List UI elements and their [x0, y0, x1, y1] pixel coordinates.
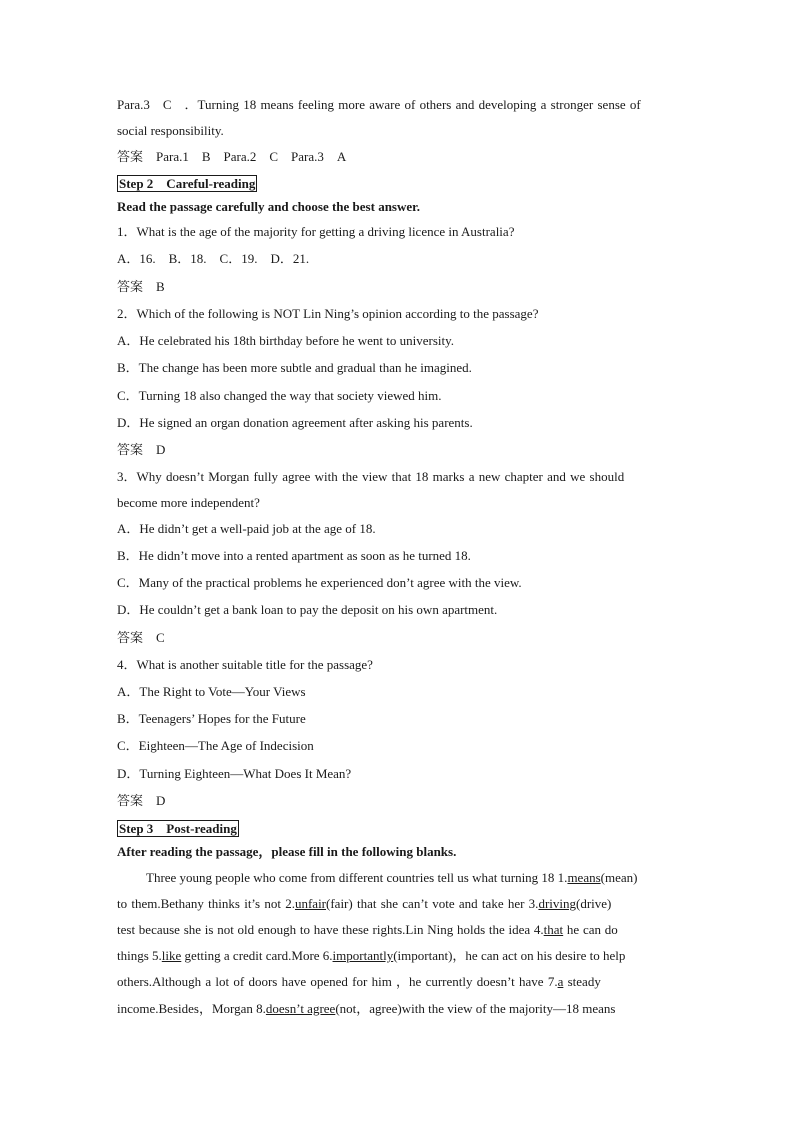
passage-text: things 5. [117, 948, 162, 963]
q1-question: 1．What is the age of the majority for getting a driving licence in Australia? [117, 224, 515, 239]
para3-line1: Para.3 C ．Turning 18 means feeling more aware of others and developing a stronger sense of [117, 97, 641, 112]
blank-6: importantly [332, 948, 394, 963]
q3-option-d: D．He couldn’t get a bank loan to pay the deposit on his own apartment. [117, 602, 498, 617]
q2-answer: 答案 D [117, 442, 166, 457]
q3-option-b: B．He didn’t move into a rented apartment as soon as he turned 18. [117, 548, 471, 563]
q4-option-d: D．Turning Eighteen—What Does It Mean? [117, 766, 352, 781]
q4-option-c: C．Eighteen—The Age of Indecision [117, 738, 314, 753]
passage-text: (not，agree)with the view of the majority—18 means [335, 1001, 616, 1016]
q4-answer: 答案 D [117, 793, 166, 808]
passage-text: to them.Bethany thinks it’s not 2. [117, 896, 295, 911]
q1-options: A．16. B．18. C．19. D．21. [117, 251, 310, 266]
step2-instruction: Read the passage carefully and choose the best answer. [117, 199, 420, 214]
blank-3: driving [538, 896, 576, 911]
q4-option-a: A．The Right to Vote—Your Views [117, 684, 306, 699]
passage-line-2 [117, 895, 611, 913]
passage-text: he can do [563, 922, 618, 937]
q2-option-c: C．Turning 18 also changed the way that society viewed him. [117, 388, 442, 403]
step3-heading [117, 820, 239, 838]
blank-5: like [161, 948, 182, 963]
step2-heading-box: Step 2 Careful-reading [119, 176, 256, 191]
q2-option-a: A．He celebrated his 18th birthday before he went to university. [117, 333, 455, 348]
q4-option-b: B．Teenagers’ Hopes for the Future [117, 711, 306, 726]
passage-text: getting a credit card.More 6. [181, 948, 333, 963]
passage-text: income.Besides，Morgan 8. [117, 1001, 266, 1016]
q3-answer: 答案 C [117, 630, 165, 645]
blank-4: that [543, 922, 564, 937]
answer-matching: 答案 Para.1 B Para.2 C Para.3 A [117, 149, 347, 164]
blank-7: a [557, 974, 564, 989]
step3-instruction: After reading the passage，please fill in the following blanks. [117, 844, 457, 859]
passage-line-5 [117, 973, 601, 991]
step3-heading-box: Step 3 Post-reading [119, 821, 237, 836]
passage-line-6 [117, 1000, 615, 1018]
q1-answer: 答案 B [117, 279, 165, 294]
passage-text: (drive) [576, 896, 612, 911]
step2-heading [117, 175, 257, 193]
passage-line-4 [117, 947, 625, 965]
passage-text: others.Although a lot of doors have opened for him ，he currently doesn’t have 7. [117, 974, 558, 989]
q3-question-line1: 3．Why doesn’t Morgan fully agree with the view that 18 marks a new chapter and we should [117, 469, 625, 484]
passage-text: steady [563, 974, 601, 989]
para3-line2: social responsibility. [117, 123, 224, 138]
q2-option-d: D．He signed an organ donation agreement after asking his parents. [117, 415, 473, 430]
passage-text: (important)，he can act on his desire to help [393, 948, 626, 963]
passage-text: test because she is not old enough to have these rights.Lin Ning holds the idea 4. [117, 922, 544, 937]
passage-text: Three young people who come from different countries tell us what turning 18 1. [146, 870, 568, 885]
passage-text: (fair) that she can’t vote and take her 3. [326, 896, 539, 911]
q2-question: 2．Which of the following is NOT Lin Ning’s opinion according to the passage? [117, 306, 539, 321]
q3-question-line2: become more independent? [117, 495, 260, 510]
passage-text: (mean) [600, 870, 638, 885]
q4-question: 4．What is another suitable title for the passage? [117, 657, 373, 672]
q3-option-c: C．Many of the practical problems he experienced don’t agree with the view. [117, 575, 522, 590]
q2-option-b: B．The change has been more subtle and gradual than he imagined. [117, 360, 472, 375]
passage-line-3 [117, 921, 618, 939]
q3-option-a: A．He didn’t get a well-paid job at the age of 18. [117, 521, 376, 536]
blank-8: doesn’t agree [265, 1001, 336, 1016]
blank-2: unfair [294, 896, 327, 911]
blank-1: means [567, 870, 601, 885]
passage-line-1 [117, 869, 637, 887]
